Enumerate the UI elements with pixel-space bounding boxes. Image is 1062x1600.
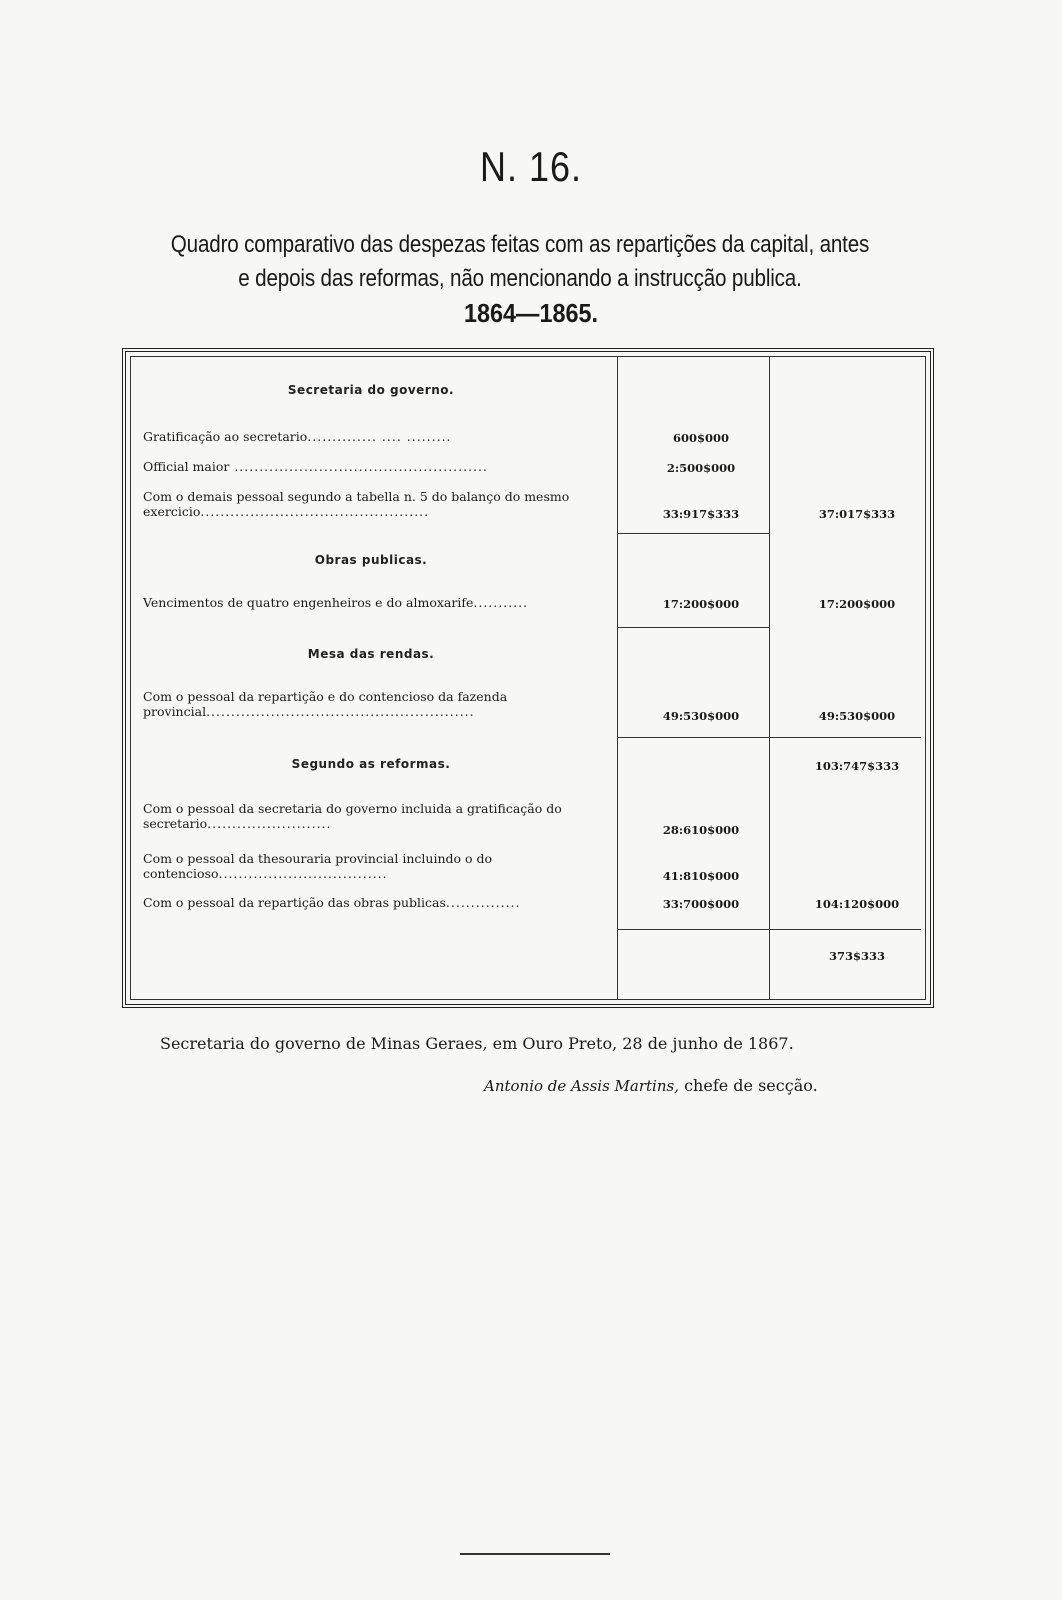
- row-value-1: 2:500$000: [666, 461, 736, 475]
- signer-role: chefe de secção.: [684, 1076, 818, 1095]
- expense-table: [122, 348, 934, 1008]
- row-value-1: 33:917$333: [662, 507, 740, 521]
- section-heading-obras: Obras publicas.: [314, 553, 428, 567]
- row-label: Vencimentos de quatro engenheiros e do almoxarife...........: [143, 595, 529, 610]
- subtotal-rule: [617, 737, 769, 738]
- row-label: Com o pessoal da repartição e do contencioso da fazenda provincial......................................................: [143, 689, 508, 719]
- signature-line: [484, 1076, 818, 1095]
- section-heading-reformas: Segundo as reformas.: [291, 757, 451, 771]
- section-heading-mesa: Mesa das rendas.: [307, 647, 435, 661]
- section-heading-secretaria: Secretaria do governo.: [287, 383, 455, 397]
- row-label: Com o demais pessoal segundo a tabella n. 5 do balanço do mesmo exercicio..............................................: [143, 489, 570, 519]
- table-inner-border: [130, 356, 926, 1000]
- place-date-line: Secretaria do governo de Minas Geraes, em Ouro Preto, 28 de junho de 1867.: [160, 1034, 794, 1053]
- row-value-2: 17:200$000: [818, 597, 896, 611]
- section-total: 103:747$333: [814, 759, 900, 773]
- row-value-1: 49:530$000: [662, 709, 740, 723]
- subtotal-rule: [617, 627, 769, 628]
- document-years: 1864—1865.: [463, 298, 599, 328]
- row-value-1: 33:700$000: [662, 897, 740, 911]
- column-divider-1: [617, 357, 618, 999]
- row-value-2: 37:017$333: [818, 507, 896, 521]
- row-value-2: 49:530$000: [818, 709, 896, 723]
- signer-name: Antonio de Assis Martins,: [484, 1077, 679, 1095]
- document-title: Quadro comparativo das despezas feitas com as repartições da capital, antes e depois das reformas, não mencionando a instrucção publica.: [170, 231, 870, 292]
- row-value-1: 17:200$000: [662, 597, 740, 611]
- row-label: Com o pessoal da thesouraria provincial incluindo o do contencioso..................................: [143, 851, 493, 881]
- grand-total-rule: [617, 929, 921, 930]
- row-value-1: 600$000: [672, 431, 729, 445]
- row-label: Com o pessoal da repartição das obras publicas...............: [143, 895, 521, 910]
- total-rule: [769, 737, 921, 738]
- row-value-2: 104:120$000: [814, 897, 900, 911]
- row-label: Gratificação ao secretario.............. .... .........: [143, 429, 452, 444]
- final-total: 373$333: [828, 949, 885, 963]
- row-label: Com o pessoal da secretaria do governo incluida a gratificação do secretario.........................: [143, 801, 562, 831]
- page-number: N. 16.: [479, 142, 583, 190]
- row-label: Official maior ...................................................: [143, 459, 488, 474]
- row-value-1: 41:810$000: [662, 869, 740, 883]
- bottom-rule: [460, 1553, 610, 1555]
- subtotal-rule: [617, 533, 769, 534]
- row-value-1: 28:610$000: [662, 823, 740, 837]
